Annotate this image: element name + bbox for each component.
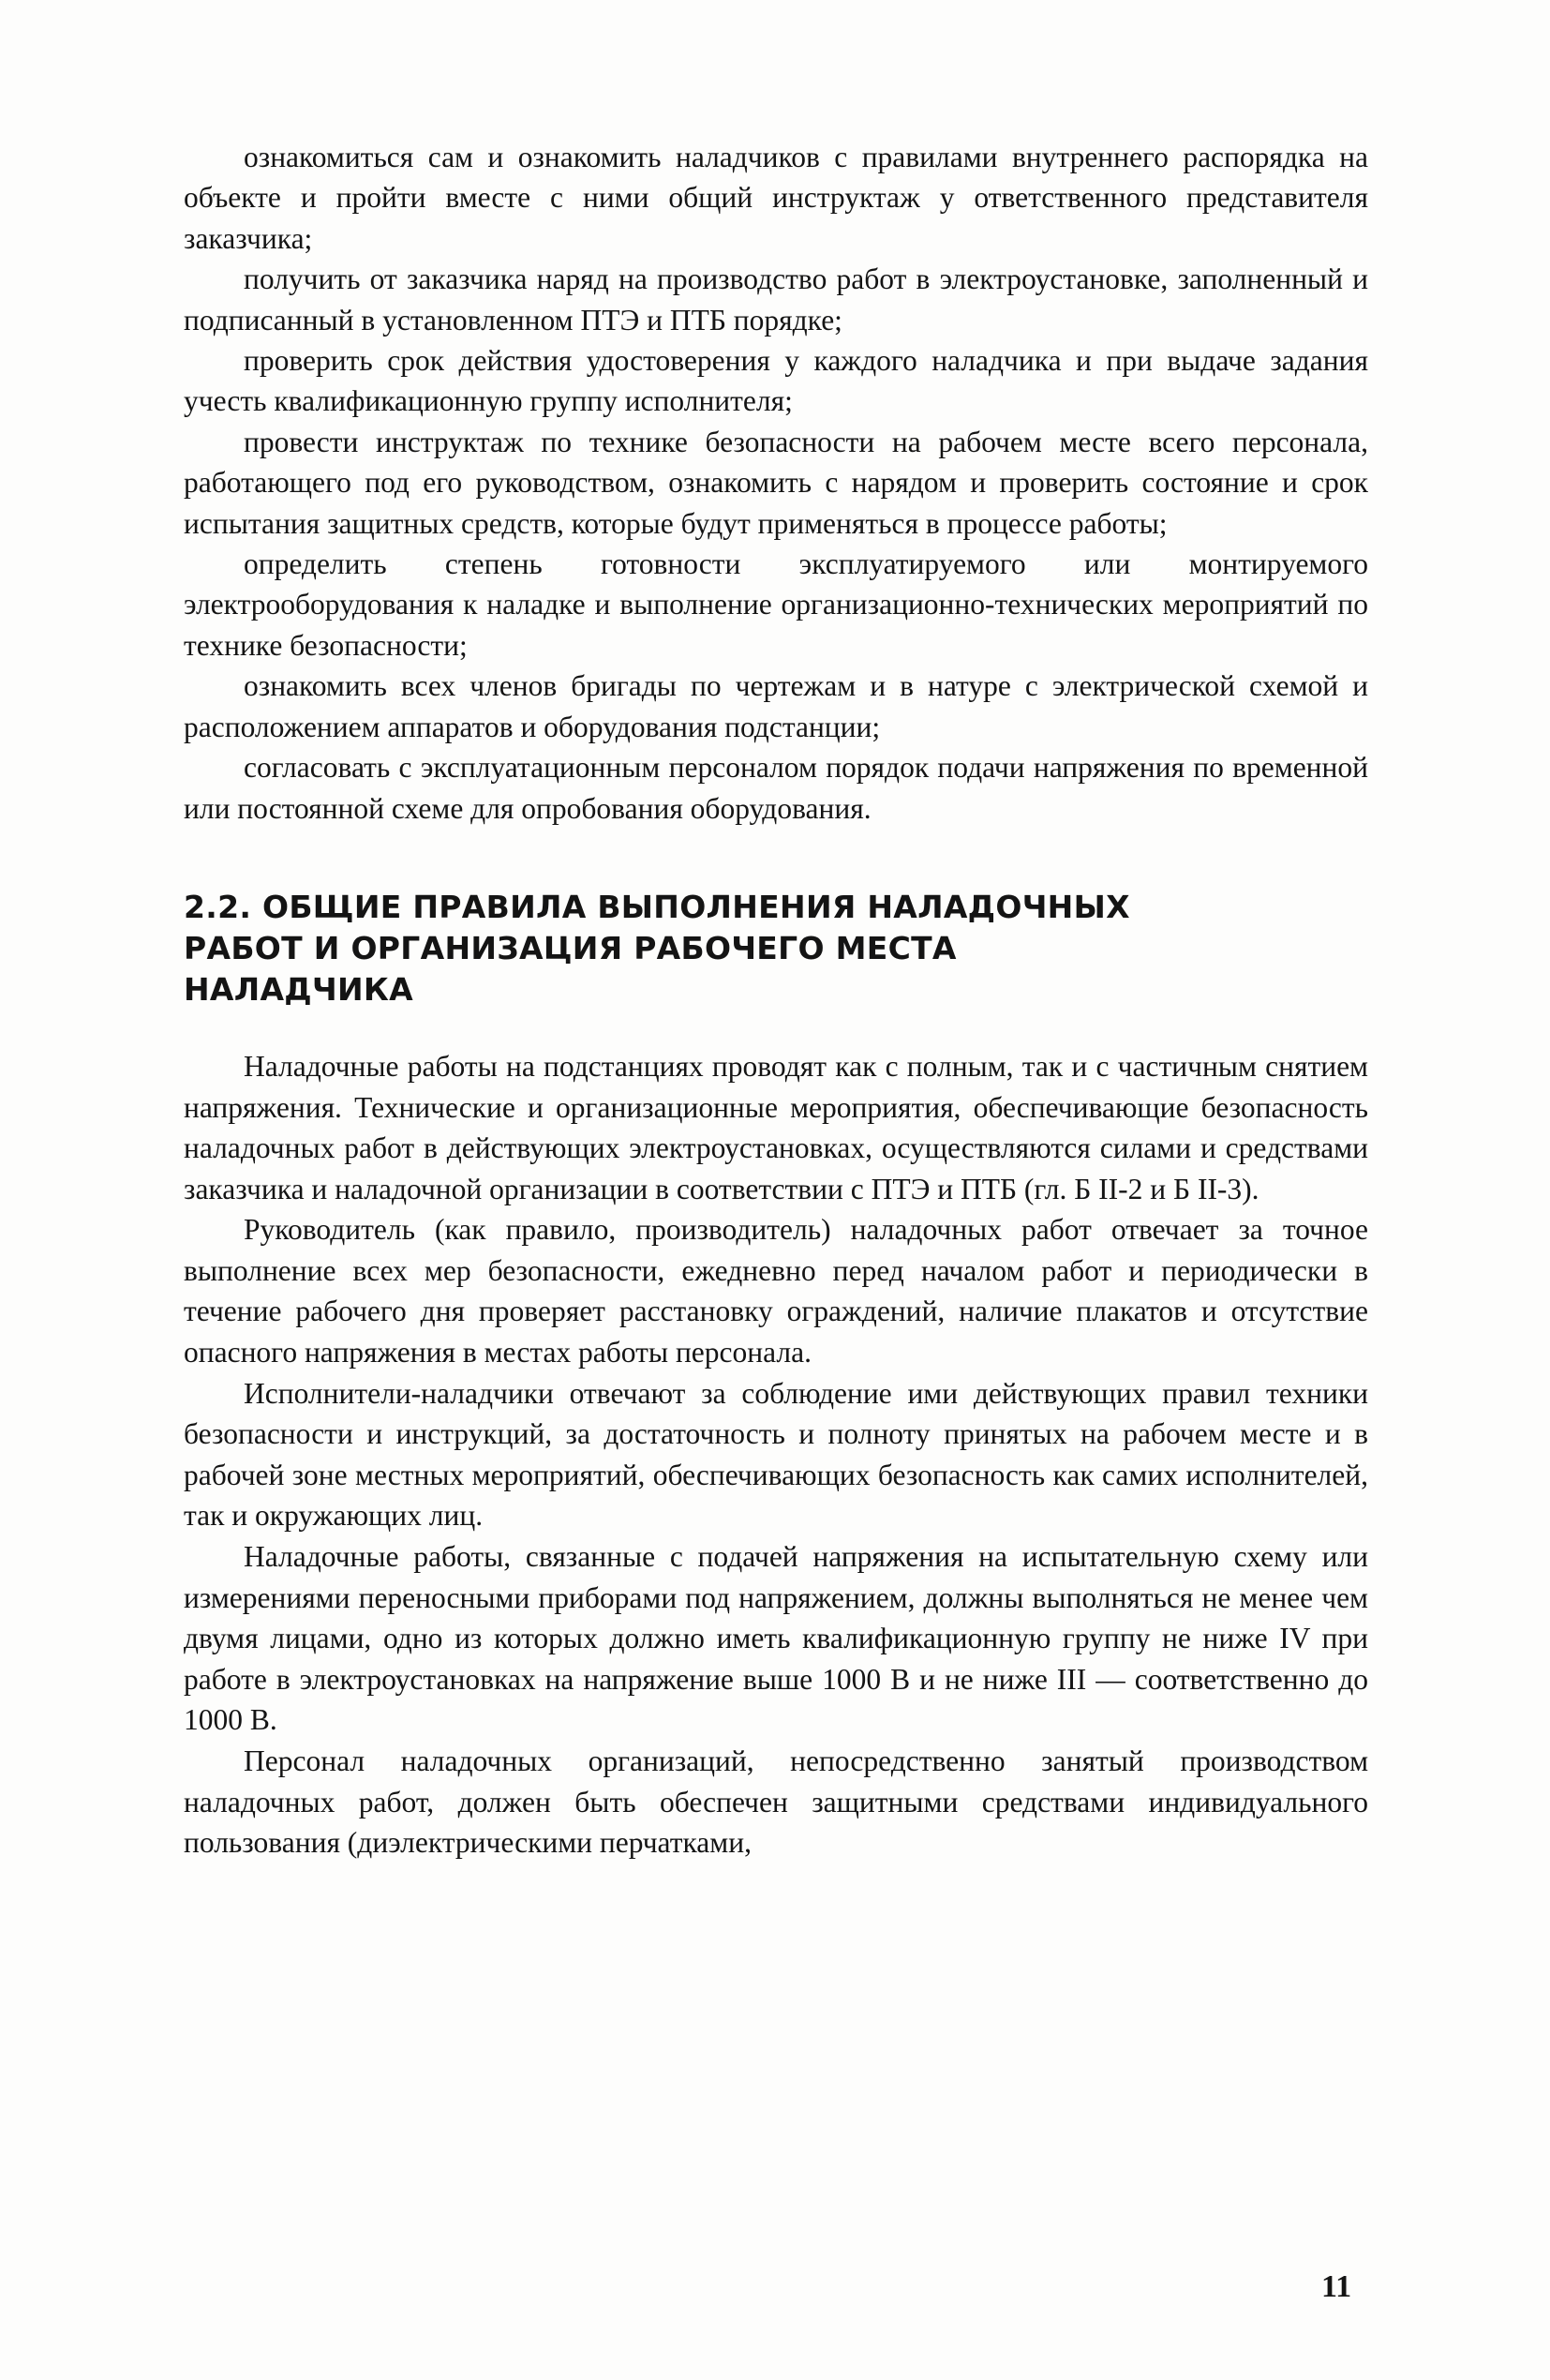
list-item: ознакомить всех членов бригады по чертежам и в натуре с электрической схемой и расположением аппаратов и оборудования подстанции; bbox=[184, 669, 1368, 743]
section-heading-line: 2.2. ОБЩИЕ ПРАВИЛА ВЫПОЛНЕНИЯ НАЛАДОЧНЫХ bbox=[184, 888, 1130, 925]
list-item: определить степень готовности эксплуатируемого или монтируемого электрооборудования к наладке и выполнение организационно-технических мероприятий по технике безопасности; bbox=[184, 547, 1368, 662]
body-paragraph: Наладочные работы на подстанциях проводят как с полным, так и с частичным снятием напряжения. Технические и организационные мероприятия, обеспечивающие безопасность наладочных работ в действующих электроустановках, осуществляются силами и средствами заказчика и наладочной организации в соответствии с ПТЭ и ПТБ (гл. Б II-2 и Б II-3). bbox=[184, 1049, 1368, 1205]
list-item: согласовать с эксплуатационным персоналом порядок подачи напряжения по временной или постоянной схеме для опробования оборудования. bbox=[184, 751, 1368, 825]
body-paragraph: Наладочные работы, связанные с подачей напряжения на испытательную схему или измерениями переносными приборами под напряжением, должны выполняться не менее чем двумя лицами, одно из которых должно иметь квалификационную группу не ниже IV при работе в электроустановках на напряжение выше 1000 В и не ниже III — соответственно до 1000 В. bbox=[184, 1540, 1368, 1737]
page-number: 11 bbox=[1321, 2269, 1352, 2304]
body-paragraph: Руководитель (как правило, производитель) наладочных работ отвечает за точное выполнение всех мер безопасности, ежедневно перед началом работ и периодически в течение рабочего дня проверяет расстановку ограждений, наличие плакатов и отсутствие опасного напряжения в местах работы персонала. bbox=[184, 1213, 1368, 1370]
section-heading-line: НАЛАДЧИКА bbox=[184, 970, 413, 1008]
duty-list bbox=[184, 137, 1368, 829]
list-item: ознакомиться сам и ознакомить наладчиков с правилами внутреннего распорядка на объекте и пройти вместе с ними общий инструктаж у ответственного представителя заказчика; bbox=[184, 141, 1368, 255]
list-item: провести инструктаж по технике безопасности на рабочем месте всего персонала, работающего под его руководством, ознакомить с нарядом и проверить состояние и срок испытания защитных средств, которые будут применяться в процессе работы; bbox=[184, 425, 1368, 540]
section-heading-line: РАБОТ И ОРГАНИЗАЦИЯ РАБОЧЕГО МЕСТА bbox=[184, 929, 957, 966]
text-column bbox=[184, 137, 1368, 1864]
section-heading bbox=[184, 887, 1368, 1010]
section-body bbox=[184, 1046, 1368, 1864]
list-item: получить от заказчика наряд на производство работ в электроустановке, заполненный и подписанный в установленном ПТЭ и ПТБ порядке; bbox=[184, 262, 1368, 337]
body-paragraph: Исполнители-наладчики отвечают за соблюдение ими действующих правил техники безопасности и инструкций, за достаточность и полноту принятых на рабочем месте и в рабочей зоне местных мероприятий, обеспечивающих безопасность как самих исполнителей, так и окружающих лиц. bbox=[184, 1376, 1368, 1533]
body-paragraph: Персонал наладочных организаций, непосредственно занятый производством наладочных работ, должен быть обеспечен защитными средствами индивидуального пользования (диэлектрическими перчатками, bbox=[184, 1744, 1368, 1860]
list-item: проверить срок действия удостоверения у каждого наладчика и при выдаче задания учесть квалификационную группу исполнителя; bbox=[184, 344, 1368, 418]
